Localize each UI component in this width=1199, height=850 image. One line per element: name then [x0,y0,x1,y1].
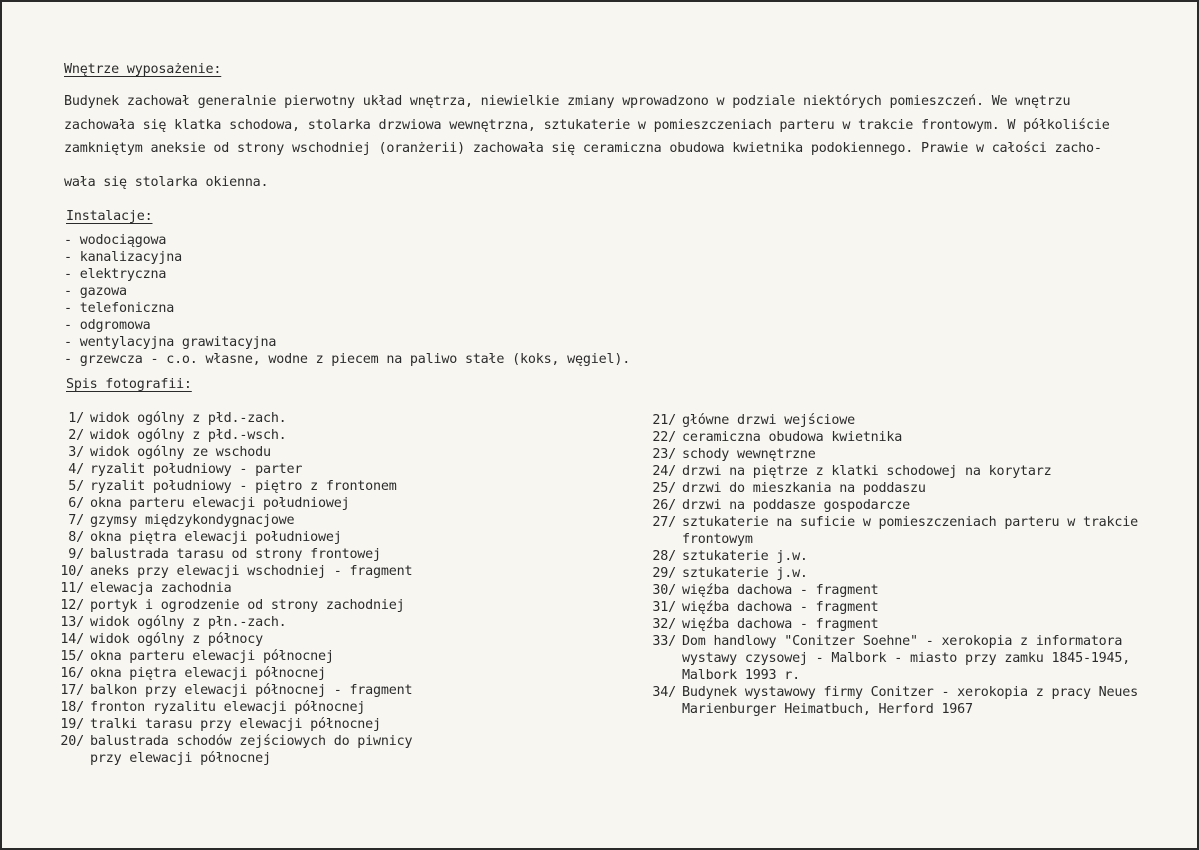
list-item [56,580,412,597]
photo-number: 16/ [60,666,84,681]
photo-number: 18/ [60,700,84,715]
list-item [56,699,412,716]
photo-caption: ryzalit południowy - piętro z frontonem [90,479,397,494]
photo-caption: drzwi na poddasze gospodarcze [682,498,910,513]
photo-caption: frontowym [682,532,753,547]
installation-item: - wodociągowa [64,233,167,248]
list-item [642,633,1138,650]
photo-number: 19/ [60,717,84,732]
list-item [642,429,1138,446]
photo-caption: balustrada schodów zejściowych do piwnicy [90,734,413,749]
list-item [56,597,412,614]
photos-list-right [642,412,1138,718]
photo-caption: okna piętra elewacji północnej [90,666,326,681]
photo-caption: ceramiczna obudowa kwietnika [682,430,903,445]
list-item [642,684,1138,701]
photo-caption: balustrada tarasu od strony frontowej [90,547,381,562]
photo-number: 11/ [60,581,84,596]
photo-caption: ryzalit południowy - parter [90,462,303,477]
interior-line-1: Budynek zachował generalnie pierwotny układ wnętrza, niewielkie zmiany wprowadzono w podziale niektórych pomieszczeń. We wnętrzu [64,94,1071,109]
list-item [56,478,412,495]
photo-number: 27/ [652,515,676,530]
photo-caption: Marienburger Heimatbuch, Herford 1967 [682,702,973,717]
photo-caption: fronton ryzalitu elewacji północnej [90,700,366,715]
installation-item: - gazowa [64,284,127,299]
photo-number: 1/ [68,411,84,426]
photo-number: 10/ [60,564,84,579]
list-item [642,446,1138,463]
photo-number: 30/ [652,583,676,598]
photo-caption: sztukaterie j.w. [682,566,808,581]
photo-caption: Malbork 1993 r. [682,668,800,683]
photo-caption: więźba dachowa - fragment [682,617,879,632]
photo-number: 2/ [68,428,84,443]
list-item [642,701,1138,718]
photo-caption: Dom handlowy "Conitzer Soehne" - xerokopia z informatora [682,634,1123,649]
photo-number: 6/ [68,496,84,511]
list-item [642,531,1138,548]
photo-number: 15/ [60,649,84,664]
photo-number: 3/ [68,445,84,460]
photo-caption: elewacja zachodnia [90,581,232,596]
photo-caption: balkon przy elewacji północnej - fragment [90,683,413,698]
list-item [642,599,1138,616]
photo-caption: gzymsy międzykondygnacjowe [90,513,295,528]
photo-number: 24/ [652,464,676,479]
interior-line-2: zachowała się klatka schodowa, stolarka drzwiowa wewnętrzna, sztukaterie w pomieszczeniach parteru w trakcie frontowym. W półkoliście [64,118,1110,133]
photo-caption: sztukaterie j.w. [682,549,808,564]
photo-number: 21/ [652,413,676,428]
photo-number: 8/ [68,530,84,545]
installations-list [64,232,630,368]
installation-item: - wentylacyjna grawitacyjna [64,335,277,350]
list-item [642,582,1138,599]
photo-caption: widok ogólny z płd.-zach. [90,411,287,426]
list-item [642,616,1138,633]
photo-number: 34/ [652,685,676,700]
list-item [56,563,412,580]
list-item [56,733,412,750]
list-item [56,529,412,546]
interior-line-4: wała się stolarka okienna. [64,175,269,190]
list-item [642,497,1138,514]
photo-caption: okna parteru elewacji północnej [90,649,334,664]
list-item [642,480,1138,497]
photo-caption: Budynek wystawowy firmy Conitzer - xerokopia z pracy Neues [682,685,1138,700]
interior-heading: Wnętrze wyposażenie: [64,62,222,77]
installations-heading: Instalacje: [66,209,153,224]
photo-number: 4/ [68,462,84,477]
photo-caption: widok ogólny z północy [90,632,263,647]
list-item [56,665,412,682]
list-item [56,410,412,427]
interior-line-3: zamkniętym aneksie od strony wschodniej (oranżerii) zachowała się ceramiczna obudowa kwietnika podokiennego. Prawie w całości zacho- [64,141,1102,156]
installation-item: - grzewcza - c.o. własne, wodne z piecem na paliwo stałe (koks, węgiel). [64,352,631,367]
photo-caption: okna parteru elewacji południowej [90,496,350,511]
photo-caption: tralki tarasu przy elewacji północnej [90,717,381,732]
photos-list-left [56,410,412,767]
list-item [56,427,412,444]
installation-item: - elektryczna [64,267,167,282]
photo-number: 7/ [68,513,84,528]
photo-caption: widok ogólny ze wschodu [90,445,271,460]
list-item [56,614,412,631]
photo-caption: widok ogólny z płd.-wsch. [90,428,287,443]
list-item [56,461,412,478]
photo-number: 17/ [60,683,84,698]
list-item [642,565,1138,582]
photo-number: 33/ [652,634,676,649]
list-item [56,716,412,733]
photo-caption: aneks przy elewacji wschodniej - fragment [90,564,413,579]
installation-item: - odgromowa [64,318,151,333]
photo-caption: okna piętra elewacji południowej [90,530,342,545]
photo-caption: drzwi na piętrze z klatki schodowej na korytarz [682,464,1052,479]
photo-caption: przy elewacji północnej [90,751,271,766]
list-item [642,463,1138,480]
photo-caption: więźba dachowa - fragment [682,583,879,598]
list-item [56,444,412,461]
list-item [56,546,412,563]
photo-number: 12/ [60,598,84,613]
photo-caption: więźba dachowa - fragment [682,600,879,615]
photo-number: 14/ [60,632,84,647]
photo-caption: schody wewnętrzne [682,447,816,462]
list-item [642,650,1138,667]
list-item [642,514,1138,531]
photo-caption: drzwi do mieszkania na poddaszu [682,481,926,496]
list-item [56,648,412,665]
list-item [56,495,412,512]
photo-number: 25/ [652,481,676,496]
photo-number: 32/ [652,617,676,632]
list-item [56,682,412,699]
photo-number: 9/ [68,547,84,562]
photo-number: 29/ [652,566,676,581]
installation-item: - telefoniczna [64,301,175,316]
photo-caption: widok ogólny z płn.-zach. [90,615,287,630]
list-item [56,631,412,648]
photos-heading: Spis fotografii: [66,377,192,392]
photo-caption: główne drzwi wejściowe [682,413,855,428]
installation-item: - kanalizacyjna [64,250,182,265]
photo-number: 26/ [652,498,676,513]
photo-caption: wystawy czysowej - Malbork - miasto przy zamku 1845-1945, [682,651,1131,666]
photo-caption: sztukaterie na suficie w pomieszczeniach parteru w trakcie [682,515,1138,530]
photo-caption: portyk i ogrodzenie od strony zachodniej [90,598,405,613]
list-item [56,512,412,529]
list-item [642,412,1138,429]
list-item [642,667,1138,684]
photo-number: 5/ [68,479,84,494]
list-item [56,750,412,767]
photo-number: 31/ [652,600,676,615]
photo-number: 13/ [60,615,84,630]
photo-number: 23/ [652,447,676,462]
photo-number: 28/ [652,549,676,564]
photo-number: 22/ [652,430,676,445]
list-item [642,548,1138,565]
photo-number: 20/ [60,734,84,749]
